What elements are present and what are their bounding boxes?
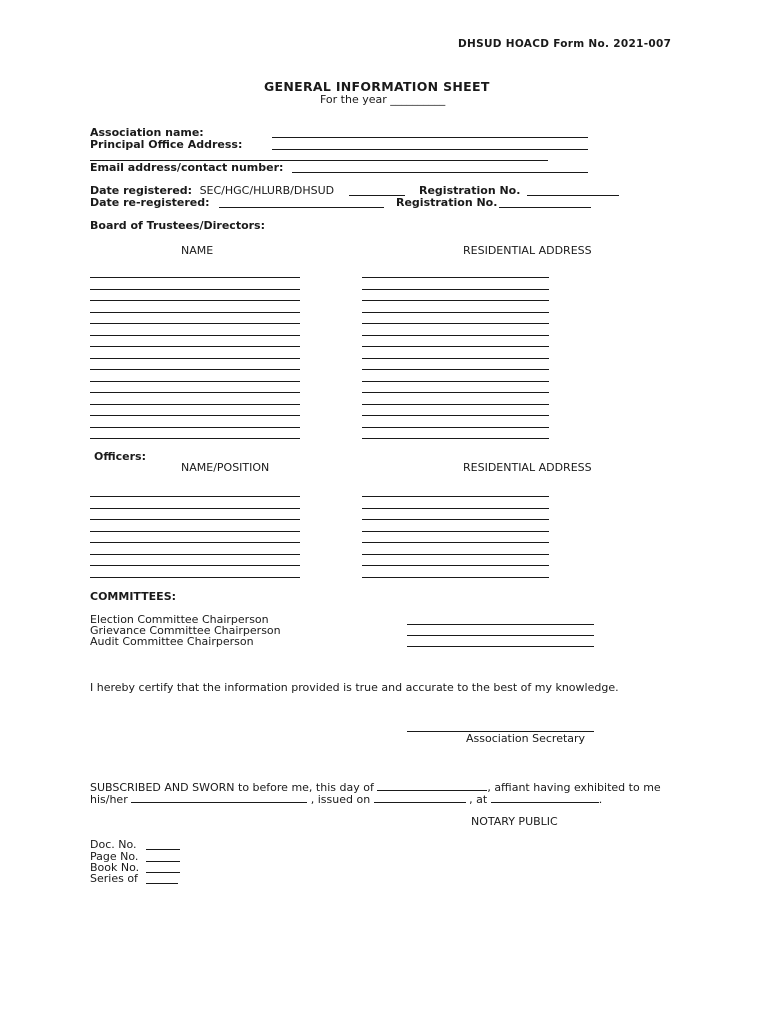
board-name-line[interactable] [90, 392, 300, 393]
date-registered-agencies: SEC/HGC/HLURB/DHSUD [199, 184, 335, 197]
officer-address-line[interactable] [362, 542, 549, 543]
board-heading: Board of Trustees/Directors: [90, 219, 266, 232]
board-address-line[interactable] [362, 381, 549, 382]
board-address-line[interactable] [362, 415, 549, 416]
secretary-label: Association Secretary [466, 732, 586, 745]
board-address-line[interactable] [362, 335, 549, 336]
principal-address-label: Principal Office Address: [90, 138, 243, 151]
date-reregistered-field[interactable] [219, 207, 384, 208]
officer-name-line[interactable] [90, 531, 300, 532]
jurat-issued-date-field[interactable] [374, 792, 466, 803]
registration-no-field-2[interactable] [499, 207, 591, 208]
committee-audit-label: Audit Committee Chairperson [90, 635, 254, 648]
officer-address-line[interactable] [362, 496, 549, 497]
board-address-line[interactable] [362, 438, 549, 439]
email-contact-label: Email address/contact number: [90, 161, 284, 174]
jurat-text-2a: his/her [90, 793, 128, 806]
officer-address-line[interactable] [362, 508, 549, 509]
board-address-line[interactable] [362, 300, 549, 301]
jurat-text-2b: , issued on [310, 793, 371, 806]
board-col-address: RESIDENTIAL ADDRESS [463, 244, 592, 257]
officer-name-line[interactable] [90, 496, 300, 497]
officer-address-line[interactable] [362, 531, 549, 532]
jurat-day-field[interactable] [377, 780, 487, 791]
doc-no-field[interactable] [146, 849, 180, 850]
officers-col-name: NAME/POSITION [181, 461, 270, 474]
registration-no-label: Registration No. [419, 184, 521, 197]
board-name-line[interactable] [90, 346, 300, 347]
principal-address-field[interactable] [272, 149, 588, 150]
board-name-line[interactable] [90, 369, 300, 370]
registration-no-label-2: Registration No. [396, 196, 498, 209]
jurat-id-field[interactable] [131, 792, 307, 803]
jurat-line-2 [90, 792, 602, 806]
jurat-text-2d: . [598, 793, 603, 806]
series-of-field[interactable] [146, 883, 178, 884]
officer-address-line[interactable] [362, 519, 549, 520]
committee-grievance-label: Grievance Committee Chairperson [90, 624, 281, 637]
board-address-line[interactable] [362, 323, 549, 324]
doc-no-label: Doc. No. [90, 838, 137, 851]
book-no-field[interactable] [146, 872, 180, 873]
registration-no-field[interactable] [527, 195, 619, 196]
board-col-name: NAME [181, 244, 214, 257]
board-address-line[interactable] [362, 392, 549, 393]
board-name-line[interactable] [90, 358, 300, 359]
committee-audit-field[interactable] [407, 646, 594, 647]
association-name-field[interactable] [272, 137, 588, 138]
committee-election-label: Election Committee Chairperson [90, 613, 269, 626]
jurat-text-1a: SUBSCRIBED AND SWORN to before me, this day of [90, 781, 374, 794]
date-reregistered-label: Date re-registered: [90, 196, 210, 209]
page-title: GENERAL INFORMATION SHEET [264, 79, 490, 94]
officer-name-line[interactable] [90, 508, 300, 509]
board-name-line[interactable] [90, 381, 300, 382]
date-registered-label: Date registered: [90, 184, 193, 197]
board-address-line[interactable] [362, 404, 549, 405]
board-name-line[interactable] [90, 335, 300, 336]
certification-text: I hereby certify that the information provided is true and accurate to the best of my knowledge. [90, 681, 619, 694]
notary-public-label: NOTARY PUBLIC [471, 815, 558, 828]
officers-heading: Officers: [94, 450, 146, 463]
officer-address-line[interactable] [362, 577, 549, 578]
board-name-line[interactable] [90, 427, 300, 428]
officer-name-line[interactable] [90, 519, 300, 520]
board-address-line[interactable] [362, 312, 549, 313]
association-name-label: Association name: [90, 126, 204, 139]
year-subtitle: For the year __________ [320, 93, 446, 106]
officer-name-line[interactable] [90, 542, 300, 543]
board-name-line[interactable] [90, 312, 300, 313]
board-name-line[interactable] [90, 323, 300, 324]
committees-heading: COMMITTEES: [90, 590, 177, 603]
officer-address-line[interactable] [362, 565, 549, 566]
jurat-text-1b: , affiant having exhibited to me [487, 781, 661, 794]
book-no-label: Book No. [90, 861, 140, 874]
board-address-line[interactable] [362, 358, 549, 359]
board-name-line[interactable] [90, 415, 300, 416]
officer-address-line[interactable] [362, 554, 549, 555]
form-number: DHSUD HOACD Form No. 2021-007 [458, 38, 672, 50]
officer-name-line[interactable] [90, 565, 300, 566]
committee-grievance-field[interactable] [407, 635, 594, 636]
committee-election-field[interactable] [407, 624, 594, 625]
board-address-line[interactable] [362, 369, 549, 370]
officer-name-line[interactable] [90, 577, 300, 578]
jurat-text-2c: , at [469, 793, 488, 806]
email-contact-field[interactable] [292, 172, 588, 173]
page-no-label: Page No. [90, 850, 139, 863]
board-name-line[interactable] [90, 404, 300, 405]
board-name-line[interactable] [90, 300, 300, 301]
board-address-line[interactable] [362, 277, 549, 278]
board-name-line[interactable] [90, 277, 300, 278]
jurat-place-field[interactable] [491, 792, 599, 803]
board-address-line[interactable] [362, 346, 549, 347]
officers-col-address: RESIDENTIAL ADDRESS [463, 461, 592, 474]
board-address-line[interactable] [362, 289, 549, 290]
board-name-line[interactable] [90, 438, 300, 439]
series-of-label: Series of [90, 872, 138, 885]
board-name-line[interactable] [90, 289, 300, 290]
officer-name-line[interactable] [90, 554, 300, 555]
board-address-line[interactable] [362, 427, 549, 428]
page-no-field[interactable] [146, 861, 180, 862]
